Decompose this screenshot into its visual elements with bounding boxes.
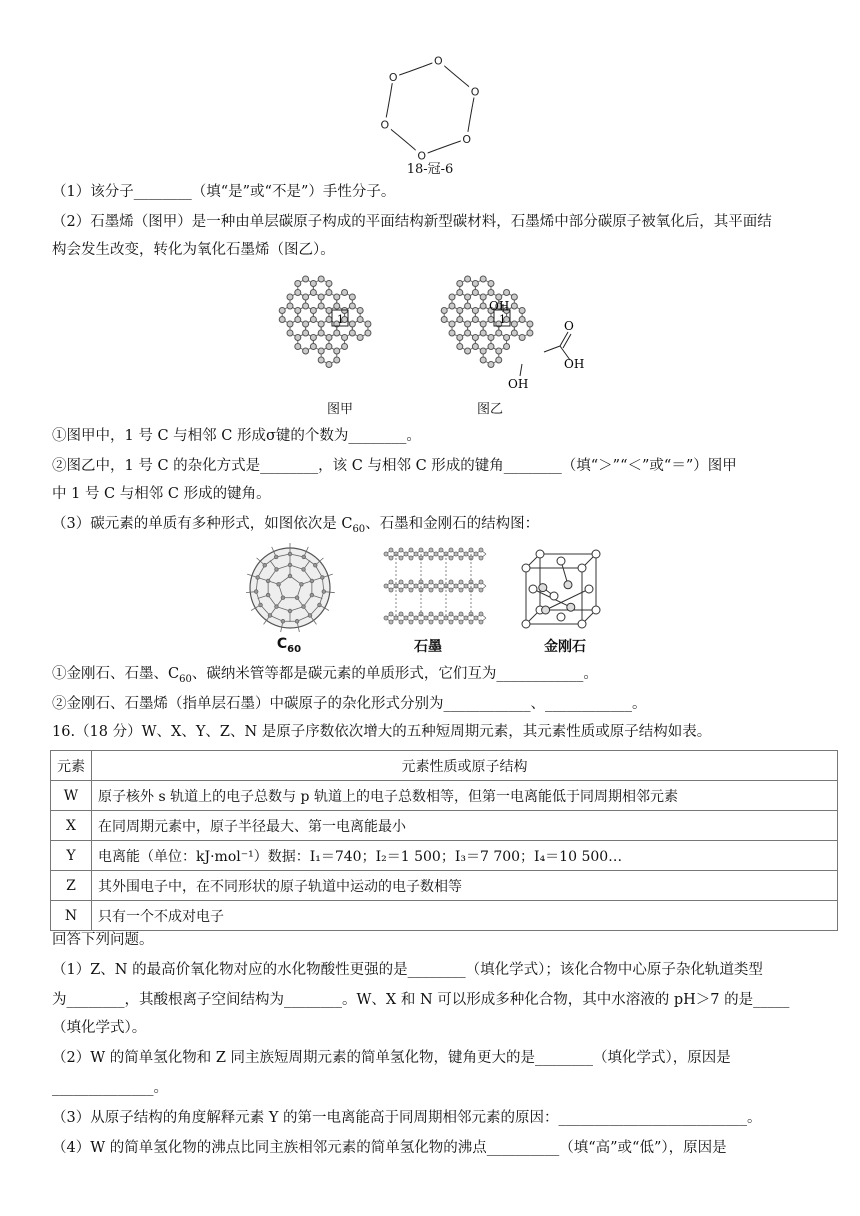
carbon-atom [357,308,363,314]
carbon-atom [465,330,471,336]
carbon-atom [449,294,455,300]
table-cell-desc: 原子核外 s 轨道上的电子总数与 p 轨道上的电子总数相等，但第一电离能低于同周期相邻元素 [92,781,838,811]
carbon-atom [449,330,455,336]
carbon-atom [511,321,517,327]
carbon-atom [318,303,324,309]
table-cell-element: X [51,811,92,841]
carbon-atom [480,330,486,336]
carbon-atom [349,330,355,336]
table-cell-element: W [51,781,92,811]
q15-part3-text [52,514,539,540]
carbon-atom [480,294,486,300]
q15-part2-text-a: （2）石墨烯（图甲）是一种由单层碳原子构成的平面结构新型碳材料，石墨烯中部分碳原子被氧化后，其平面结 [52,214,772,230]
table-row [51,811,838,841]
carbon-atom [303,321,309,327]
carbon-atom [488,317,494,323]
table-row [51,841,838,871]
diamond-structure [522,550,600,628]
carbon-atom [457,335,463,341]
graphene-b-oh-top: OH [489,299,510,313]
carbon-atom [287,303,293,309]
q16-q2-a: （2）W 的简单氢化物和 Z 同主族短周期元素的简单氢化物，键角更大的是________（填化学式），原因是 [52,1050,731,1066]
carbon-atom [326,362,332,368]
carbon-atom [465,276,471,282]
carbon-atom [449,303,455,309]
carbon-atom [326,281,332,287]
carbon-atom [295,290,301,296]
carbon-atom [496,348,502,354]
carbon-atom [472,290,478,296]
q15-part3-q1-post: 、碳纳米管等都是碳元素的单质形式，它们互为____________。 [191,666,598,682]
q16-q1-a: （1）Z、N 的最高价氧化物对应的水化物酸性更强的是________（填化学式）；该化合物中心原子杂化轨道类型 [52,962,763,978]
q15-part3-q1 [52,664,598,690]
q15-part2-q2-b: 中 1 号 C 与相邻 C 形成的键角。 [52,486,271,502]
carbon-atom [342,290,348,296]
carbon-atom [496,330,502,336]
carbon-atom [318,276,324,282]
carbon-atom [295,344,301,350]
crown-ether-caption: 18-冠-6 [406,162,454,177]
carbon-atom [519,308,525,314]
carbon-atom [287,330,293,336]
carbon-atom [457,290,463,296]
q16-q1-c: （填化学式）。 [52,1020,147,1036]
c60-caption [264,636,314,655]
carbon-atom [334,357,340,363]
crown-ether-diagram [370,52,490,174]
carbon-atom [465,348,471,354]
diamond-caption: 金刚石 [544,639,586,655]
carbon-atom [326,335,332,341]
carbon-atom [527,330,533,336]
carbon-atom [480,321,486,327]
carbon-atom [465,303,471,309]
q16-q1-b: 为________，其酸根离子空间结构为________。W、X 和 N 可以形成多种化合物，其中水溶液的 pH＞7 的是_____ [52,992,790,1008]
carbon-atom [357,317,363,323]
table-cell-desc: 只有一个不成对电子 [92,901,838,931]
graphene-caption-a: 图甲 [326,402,353,417]
q15-part2-text-b: 构会发生改变，转化为氧化石墨烯（图乙）。 [52,242,335,258]
crown-oxygen-atom: O [470,85,480,99]
table-header-row [51,751,838,781]
graphene-b-cooh-o: O [564,319,574,333]
table-row [51,781,838,811]
carbon-atom [504,344,510,350]
carbon-atom [349,303,355,309]
carbon-atom [441,308,447,314]
carbon-atom [457,281,463,287]
carbon-atom [310,281,316,287]
q16-answer-intro: 回答下列问题。 [52,932,154,948]
table-cell-desc: 电离能（单位：kJ·mol⁻¹）数据：I₁＝740；I₂＝1 500；I₃＝7 700；I₄＝10 500… [92,841,838,871]
crown-oxygen-atom: O [417,149,427,163]
carbon-atom [511,330,517,336]
carbon-atom [472,281,478,287]
carbon-atom [480,357,486,363]
crown-oxygen-atom: O [462,132,472,146]
carbon-atom [365,321,371,327]
carbon-atom [310,290,316,296]
carbon-atom [441,317,447,323]
carbon-atom [511,303,517,309]
carbon-atom [326,317,332,323]
carbon-atom [457,344,463,350]
carbon-atom [457,308,463,314]
q16-q3: （3）从原子结构的角度解释元素 Y 的第一电离能高于同周期相邻元素的原因：__________________________。 [52,1110,762,1126]
q16-intro: 16.（18 分）W、X、Y、Z、N 是原子序数依次增大的五种短周期元素，其元素性质或原子结构如表。 [52,724,712,740]
carbon-atom [303,348,309,354]
carbon-atom [295,281,301,287]
carbon-atom [527,321,533,327]
carbon-atom [310,308,316,314]
crown-oxygen-atom: O [388,71,398,85]
graphene-b-oh-bottom: OH [508,377,529,390]
carbon-atom [465,321,471,327]
carbon-atom [480,303,486,309]
q15-part1: （1）该分子________（填“是”或“不是”）手性分子。 [52,184,396,200]
carbon-atom [488,335,494,341]
carbon-atom [303,303,309,309]
q15-part2-q1: ①图甲中，1 号 C 与相邻 C 形成σ键的个数为________。 [52,428,421,444]
q16-q2-b: ______________。 [52,1080,168,1096]
q15-part3-q1-sub: 60 [179,673,192,685]
carbon-atom [326,308,332,314]
carbon-atom [310,344,316,350]
carbon-atom [310,317,316,323]
table-cell-element: Y [51,841,92,871]
table-header-desc: 元素性质或原子结构 [92,751,838,781]
table-header-element: 元素 [51,751,92,781]
q15-part3-text-post: 、石墨和金刚石的结构图： [365,516,540,532]
q15-part3-text-pre: （3）碳元素的单质有多种形式，如图依次是 C [52,516,353,532]
carbon-atom [504,290,510,296]
carbon-atom [318,357,324,363]
table-row [51,901,838,931]
element-properties-table [50,750,838,931]
graphene-diagram [268,268,608,390]
carbon-atom [480,348,486,354]
carbon-atom [295,308,301,314]
carbon-atom [511,294,517,300]
carbon-atom [326,290,332,296]
allotropes-diagram [246,540,626,636]
carbon-atom [287,294,293,300]
table-cell-desc: 在同周期元素中，原子半径最大、第一电离能最小 [92,811,838,841]
crown-oxygen-atom: O [380,118,390,132]
c60-caption-main: C [276,636,288,652]
q15-part3-q2: ②金刚石、石墨烯（指单层石墨）中碳原子的杂化形式分别为____________、____________。 [52,696,647,712]
carbon-atom [334,303,340,309]
carbon-atom [472,335,478,341]
carbon-atom [279,308,285,314]
carbon-atom [342,344,348,350]
carbon-atom [357,335,363,341]
q15-part3-text-sub: 60 [352,523,366,535]
q16-q4: （4）W 的简单氢化物的沸点比同主族相邻元素的简单氢化物的沸点__________（填“高”或“低”），原因是 [52,1140,727,1156]
graphite-structure [384,548,486,624]
carbon-atom [318,321,324,327]
carbon-atom [519,335,525,341]
carbon-atom [318,294,324,300]
table-cell-desc: 其外围电子中，在不同形状的原子轨道中运动的电子数相等 [92,871,838,901]
carbon-atom [504,335,510,341]
carbon-atom [303,294,309,300]
carbon-atom [334,294,340,300]
carbon-atom [334,348,340,354]
carbon-atom [303,276,309,282]
carbon-atom [488,290,494,296]
table-cell-element: Z [51,871,92,901]
graphene-a-label-1: 1 [337,313,344,326]
carbon-atom [295,317,301,323]
carbon-atom [465,294,471,300]
carbon-atom [318,330,324,336]
carbon-atom [472,344,478,350]
carbon-atom [279,317,285,323]
carbon-atom [334,330,340,336]
carbon-atom [365,330,371,336]
carbon-atom [472,317,478,323]
carbon-atom [349,321,355,327]
carbon-atom [519,317,525,323]
carbon-atom [472,308,478,314]
c60-caption-sub: 60 [287,643,302,655]
carbon-atom [349,294,355,300]
carbon-atom [287,321,293,327]
carbon-atom [457,317,463,323]
carbon-atom [496,357,502,363]
table-cell-element: N [51,901,92,931]
carbon-atom [310,335,316,341]
carbon-atom [295,335,301,341]
q15-part3-q1-pre: ①金刚石、石墨、C [52,666,180,682]
graphene-b-cooh-oh: OH [564,357,585,371]
graphite-caption: 石墨 [414,639,442,655]
carbon-atom [303,330,309,336]
carbon-atom [342,335,348,341]
carbon-atom [480,276,486,282]
carbon-atom [326,344,332,350]
table-row [51,871,838,901]
graphene-b-label-1: 1 [499,313,506,326]
carbon-atom [449,321,455,327]
carbon-atom [488,281,494,287]
graphene-caption-b: 图乙 [476,402,503,417]
carbon-atom [318,348,324,354]
c60-structure [246,543,335,632]
carbon-atom [488,344,494,350]
crown-oxygen-atom: O [433,54,443,68]
carbon-atom [488,362,494,368]
q15-part2-q2-a: ②图乙中，1 号 C 的杂化方式是________，该 C 与相邻 C 形成的键角________（填“＞”“＜”或“＝”）图甲 [52,458,737,474]
